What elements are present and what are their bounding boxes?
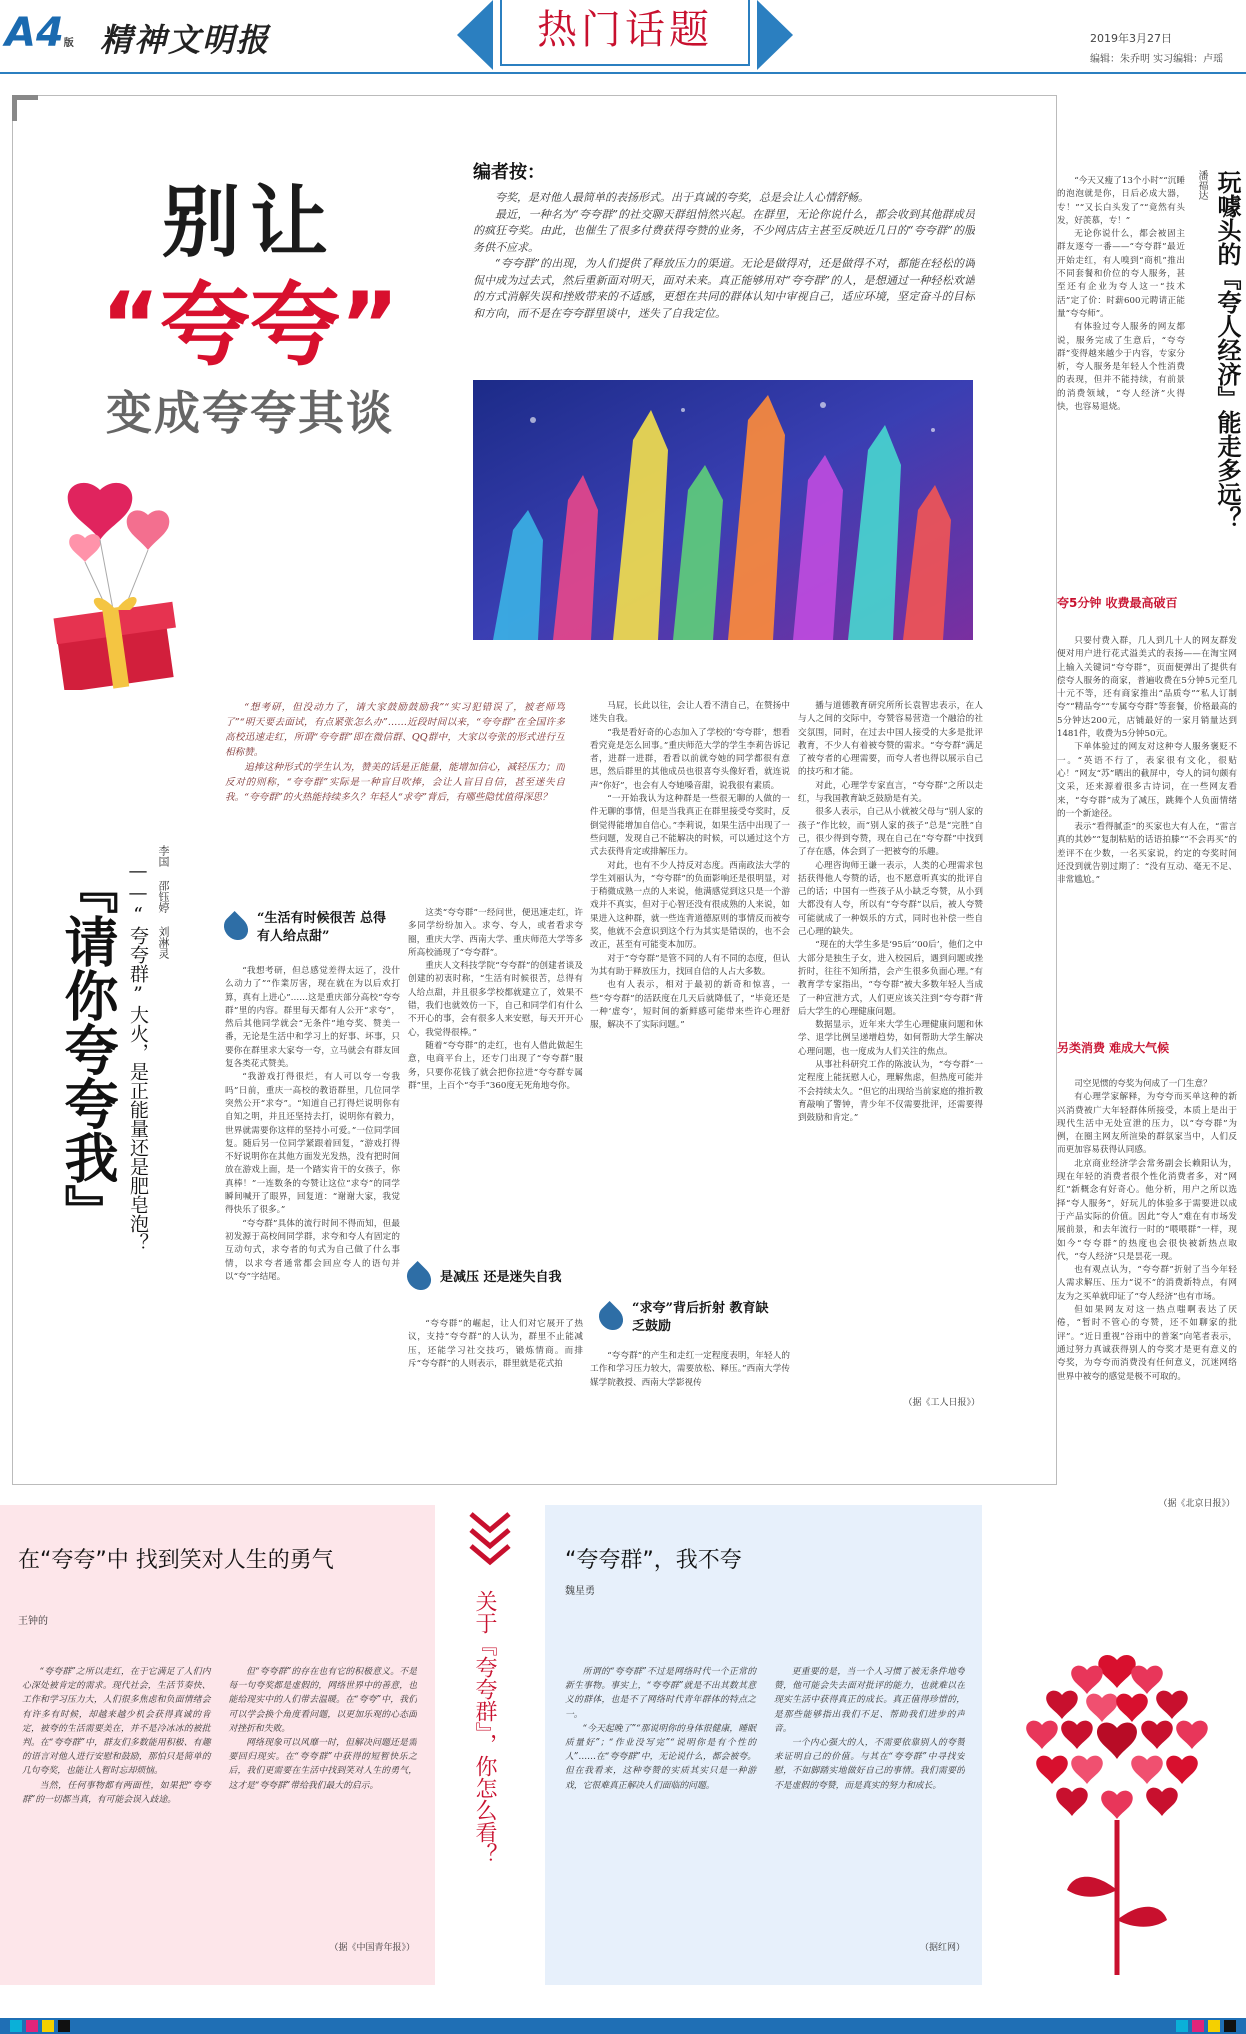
bottom-left-body: “夸夸群”之所以走红，在于它满足了人们内心深处被肯定的需求。现代社会，生活节奏快、工作和学习压力大，人们很多焦虑和负面情绪会有许多有时候，却越来越少机会获得真诚的肯定，被夸的生活需要美在，并不是冷冰冰的被批判。在“夸夸群”中，群友们多数能用积极、有趣的语言对他人进行安慰和鼓励，那怕只是简单的几句夸奖，也能让人暂时忘却烦恼。 当然，任何事物都有两面性，如果把“夸夸群”的一切都当真，有可能会误入歧途。 但“夸夸群”的存在也有它的积极意义。不是每一句夸奖都是虚假的，网络世界中的善意，也能给现实中的人们带去温暖。在“夸夸”中，我们可以学会换个角度看问题，以更加乐观的心态面对挫折和失败。 网络现象可以风靡一时，但解决问题还是需要回归现实。在“夸夸群”中获得的短暂快乐之后，我们更需要在生活中找到笑对人生的勇气，这才是“夸夸群”带给我们最大的启示。: [22, 1667, 417, 1805]
article-col-2: 这类“夸夸群”一经问世，便迅速走红，许多同学纷纷加入。求夸、夸人，或者看求夸圈，重庆大学、西南大学、重庆师范大学等多所高校涌现了“夸夸群”。 重庆人文科技学院“夸夸群”的创建者谈及创建的初衷时称，“生活有时候很苦，总得有人给点甜，并且很多学校都就建立了，效果不错，我们也就效仿一下，自己和同学们有什么不开心的事，会有很多人来安慰，每天开开心心，我觉得很棒。” 随着“夸夸群”的走红，也有人借此做起生意，电商平台上，还专门出现了“夸夸群”服务，只要你花钱了就会把你拉进“夸夸群专属群”里，上百个“夸手”360度无死角地夸你。: [408, 908, 583, 1091]
bottom-right-body: 所谓的“夸夸群”不过是网络时代一个正常的新生事物。事实上，“夸夸群”就是不出其数其意义的群体，也是不了网络时代青年群体的特点之一。 “今天起晚了”“那说明你的身体很健康，睡眠质量好”；“作业没写完”“说明你是有个性的人”……在“夸夸群”中，无论说什么，都会被夸。但在我看来，这种夸赞的实质其实只是一种游戏，它很难真正解决人们面临的问题。 更重要的是，当一个人习惯了被无条件地夸赞，他可能会失去面对批评的能力，也就难以在现实生活中获得真正的成长。真正值得珍惜的，是那些能够指出我们不足、帮助我们进步的声音。 一个内心强大的人，不需要依靠别人的夸赞来证明自己的价值。与其在“夸夸群”中寻找安慰，不如脚踏实地做好自己的事情。我们需要的不是虚假的夸赞，而是真实的努力和成长。: [565, 1667, 965, 1791]
right-source: （据《北京日报》）: [1158, 1499, 1235, 1509]
section-title: 热门话题: [500, 0, 750, 66]
subhead-stress: 是减压 还是迷失自我: [408, 1265, 583, 1291]
drop-icon: [594, 1301, 628, 1335]
editor-note: 夸奖，是对他人最简单的表扬形式。出于真诚的夸奖，总是会让人心情舒畅。 最近，一种名为“夸夸群”的社交聊天群组悄然兴起。在群里，无论你说什么，都会收到其他群成员的疯狂夸奖。由此，也催生了很多付费获得夸赞的业务，不少网店店主甚至反映近几日的“夸夸群”的服务供不应求。 “夸夸群”的出现，为人们提供了释放压力的渠道。无论是做得对，还是做得不对，都能在轻松的调侃中成为过去式，然后重新面对明天，面对未来。真正能够用对“夸夸群”的人，是想通过一种轻松欢谑的方式消解失误和挫败带来的不适感，更想在共同的群体认知中审视自己，适应环境，坚定奋斗的目标和方向，而不是在夸夸群里谈中，迷失了自我定位。: [473, 191, 975, 320]
subhead-education: “求夸”背后折射 教育缺乏鼓励: [600, 1300, 790, 1336]
editors: 编辑：朱乔明 实习编辑：卢瑶: [1090, 54, 1224, 65]
thumbs-up-image: [473, 380, 973, 640]
editor-note-label: 编者按：: [473, 162, 545, 183]
bottom-vertical-title: 关于『夸夸群』，你怎么看？: [472, 1590, 497, 1865]
bottom-left-title: 在“夸夸”中 找到笑对人生的勇气: [18, 1548, 334, 1573]
frame-corner-mark: [12, 95, 38, 121]
bottom-left-source: （据《中国青年报》）: [329, 1943, 415, 1953]
intro-text: “想考研，但没动力了，请大家鼓励鼓励我”“实习犯错误了，被老师骂了”“明天要去面试，有点紧张怎么办”……近段时间以来，“夸夸群”在全国许多高校迅速走红，所谓“夸夸群”即在微信群、QQ群中，大家以夸张的形式进行互相称赞。 追捧这种形式的学生认为，赞美的话是正能量，能增加信心，减轻压力；而反对的则称，“夸夸群”实际是一种盲目吹捧，会让人盲目自信，甚至迷失自我。“夸夸群”的火热能持续多久？年轻人“求夸”背后，有哪些隐忧值得深思？: [225, 702, 565, 803]
bottom-right-byline: 魏星勇: [565, 1586, 595, 1597]
subhead-sweet: “生活有时候很苦 总得有人给点甜”: [225, 910, 400, 946]
article-col-2b: “夸夸群”的崛起，让人们对它展开了热议，支持“夸夸群”的人认为，群里不止能减压，还能学习社交技巧，锻炼情商。而排斥“夸夸群”的人则表示，群里就是花式拍: [408, 1319, 583, 1369]
left-feature-byline: 李国 邵钰婷 刘淋灵: [157, 845, 170, 959]
article-col-1: “我想考研，但总感觉差得太远了，没什么动力了”“作業厉害，现在就在为以后欢打算，真有上进心”……这是重庆部分高校“夸夸群”里的内容。群里每天都有人公开“求夸”，然后其他同学就会“无条件”地夸奖、赞美一番，无论是生活中和学习上的好事、坏事，只要你在群里求大家夸一夸，立马就会有群友回复各类花式赞美。 “我游戏打得很烂，有人可以夸一夸我吗”日前，重庆一高校的教语群里，几位同学突然公开“求夸”。“知道自己打得烂说明你有自知之明，并且还坚持去打，说明你有毅力，世界就需要你这样的坚持小可爱。”一位同学回复。随后另一位同学紧跟着回复，“游戏打得不好说明你在其他方面发光发热，没有把时间放在游戏上面，是一个踏实肯干的女孩子，你真棒！”一连数条的夸赞让这位“求夸”的同学瞬间喊开了眼界，回复道：“谢谢大家，我觉得快乐了很多。” “夸夸群”具体的流行时间不得而知，但最初发源于高校间同学群，求夸和夸人有固定的互动句式，求夸者的句式为自己做了什么事情，以求夸者通常都会回应夸人的语句并以“夸”字结尾。: [225, 966, 400, 1282]
page-number: A4版: [5, 10, 74, 56]
footer-color-bar: [0, 2012, 1246, 2034]
col4-source: （据《工人日报》）: [903, 1398, 980, 1408]
issue-date: 2019年3月27日: [1090, 32, 1172, 45]
right-col-mid: 只要付费入群，几人到几十人的网友群发便对用户进行花式溢美式的表扬——在淘宝网上输入关键词“夸夸群”，页面便弹出了提供有偿夸人服务的商家，普遍收费在5分钟5元至几十元不等，还有商家推出“品质夸”“私人订制夸”“精品夸”“专属夸夸群”等套餐，价格最高的5分钟达200元，店铺最好的一家月销量达到1481件，收费为5分钟50元。 下单体验过的网友对这种夸人服务褒贬不一。“英语不行了，表家很有文化，很贴心！”网友“苏”晒出的截屏中，夸人的词句颇有文采，还来源着很多古诗词，在一些网友看来，“夸夸群”成为了减压，跳舞个人负面情绪的一个新途径。 表示“看得腻歪”的买家也大有人在，“雷言真的其妙”“复制粘贴的话语拍滕”“不会再买”的差评不在少数，一名买家说，约定的夸奖时间还没到就告别过期了：“没有互动、毫无不足、非常尴尬。”: [1057, 636, 1237, 886]
article-col-3: 马屁，长此以往，会让人看不清自己，在赞扬中迷失自我。 “我是看好奇的心态加入了学校的‘夸夸群’，想看看究竟是怎么回事。”重庆师范大学的学生李莉告诉记者，进群一进群，看看以前就夸她的同学都很有意思，然后群里的其他成员也很喜夸头像好看，就连说声“你好”，也会有人夸她嗓音甜，说我很有素质。 “一开始我认为这种群是一些很无聊的人做的一件无聊的事情，但是当我真正在群里接受夸奖时，反倒觉得能增加自信心。”李莉说，如果生活中出现了一些问题，发现自己不能解决的时候，可以通过这个方式去获得肯定或排解压力。 对此，也有不少人持反对态度。西南政法大学的学生刘丽认为，“夸夸群”的负面影响还是很明显，对于稍微成熟一点的人来说，他满感觉到这只是一个游戏并不真实，但对于心智还没有很成熟的人来说，如果进入这种群，就一些连背道德原则的事情反而被夸奖，他就不会意识到这个行为其实是错误的，也不会改正，甚至有可能变本加厉。 对于“夸夸群”是管不同的人有不同的态度，但认为其有助于释放压力，找回自信的人占大多数。 也有人表示，相对于最初的新奇和惊喜，一些“夸夸群”的活跃度在几天后就降低了，“毕竟还是一种‘虚夸’，短时间的新鲜感可能带来些许心理舒服，解决不了实际问题。”: [590, 701, 790, 1031]
right-article-byline: 潘福达: [1196, 170, 1207, 200]
drop-icon: [219, 911, 253, 945]
heart-gift-illustration: [40, 480, 200, 690]
arrow-left-icon: [455, 0, 495, 70]
right-col-top: “今天又瘦了13个小时”“沉睡的泡泡就是你，日后必成大器，专！”“又长白头发了”“竟然有头发，好羡慕，专！” 无论你说什么，都会被固主群友逐夸一番——“夸夸群”最近开始走红，有人嗅到“商机”推出不同套餐和价位的夸人服务，甚至还有企业为夸人这一“技术活”定了价：时薪600元聘请正能量“夸夸师”。 有体验过夸人服务的网友都说，服务完成了生意后，“夸夸群”变得越来越少于内容，专家分析，夸人服务是年轻人个性消费的表现，但并不能持续，有前景的消费领域，“夸人经济”火得快，也容易退烧。: [1057, 176, 1185, 413]
main-title: 别让 “夸夸” 变成夸夸其谈: [100, 178, 400, 440]
right-article-title: 玩噱头的『夸人经济』能走多远？: [1213, 170, 1241, 530]
heart-flower-illustration: [992, 1620, 1242, 1990]
chevrons-icon: [467, 1510, 513, 1570]
masthead-rule: [0, 72, 1246, 74]
bottom-left-byline: 王钟的: [18, 1616, 48, 1627]
drop-icon: [402, 1261, 436, 1295]
right-subhead-price: 夸5分钟 收费最高破百: [1057, 596, 1178, 610]
bottom-right-title: “夸夸群”，我不夸: [565, 1548, 742, 1573]
right-col-bottom: 司空见惯的夸奖为何成了一门生意？ 有心理学家解释，为夸夸而买单这种的新兴消费被广大年轻群体所接受，本质上是出于现代生活中无处宣泄的压力，以“夸夸群”为例，在圈主网友所渲染的群氛家当中，人们反而更加容易获得认同感。 北京商业经济学会常务副会长赖阳认为，现在年轻的消费者很个性化消费者多，对“网红”新概念有好奇心。他分析，用户之所以选择“夸人服务”，好玩儿的体验多于需要进以成于产品实际的价值。因此“夸人”难在有市场发展前景，和去年流行一时的“喂喂群”一样，现如今“夸夸群”的热度也会很快被新热点取代，“夸人经济”只是昙花一现。 也有观点认为，“夸夸群”折射了当今年轻人需求解压、压力“说不”的消费新特点，有网友为之买单就印证了“夸人经济”也有市场。 但如果网友对这一热点嗤啊表达了厌倦，“暂时不管心的夸赞，还不如聊家的批评”。“近日重视”谷雨中的普案”向笔者表示，通过努力真诚获得别人的夸奖才是更有意义的夸奖，为夸夸而消费没有任何意义，沉迷网络世界中被夸的感觉是极不可取的。: [1057, 1079, 1237, 1382]
arrow-right-icon: [755, 0, 795, 70]
left-feature-title: 『请你夸夸我』: [56, 860, 119, 1238]
bottom-right-source: （据红网）: [919, 1943, 965, 1953]
article-col-4: 播与道德教育研究所所长袁智忠表示，在人与人之间的交际中，夸赞容易营造一个融洽的社交氛围，同时，在过去中国人接受的大多是批评教育，不少人有着被夸赞的需求。“夸夸群”满足了被夸者的心理需要，而夸人者也得以展示自己的技巧和才能。 对此，心理学专家直言，“夸夸群”之所以走红，与我国教育缺乏鼓励是有关。 很多人表示，自己从小就被父母与“别人家的孩子”作比较，而“别人家的孩子”总是“完胜”自己，很少得到夸赞，现在自己在“夸夸群”中找到了存在感，体会到了一把被夸的乐趣。 心理咨询师王谦一表示，人类的心理需求包括获得他人夸赞的话，也不愿意听真实的批评自己的话；中国有一些孩子从小缺乏夸赞，从小到大都没有人夸，所以有“夸夸群”以后，被人夸赞可能就成了一种娱乐的方式，同时也补偿一些自己心理的缺失。 “现在的大学生多是‘95后’‘00后’，他们之中大部分是独生子女，进入校园后，遇到问题或挫折时，往往不知所措，会产生很多负面心理。”有教育学专家指出，“夸夸群”被大多数年轻人当成了一种宣泄方式，人们更应该关注到“夸夸群”背后大学生的心理健康问题。 数据显示，近年来大学生心理健康问题和休学、退学比例呈递增趋势，如何帮助大学生解决心理问题，也一度成为人们关注的焦点。 从事社科研究工作的陈波认为，“夸夸群”一定程度上能抚慰人心，理解焦虑，但热度可能并不会持续太久。“但它的出现给当前家庭的推折教育敲响了警钟，青少年不仅需要批评，还需要得到鼓励和肯定。”: [798, 701, 983, 1124]
article-col-3b: “夸夸群”的产生和走红一定程度表明，年轻人的工作和学习压力较大，需要放松、释压。”西南大学传媒学院教授、西南大学影视传: [590, 1351, 790, 1388]
masthead: [0, 0, 1246, 70]
left-feature-subtitle: ——“夸夸群”大火，是正能量还是肥皂泡？: [127, 860, 149, 1252]
right-subhead-consumption: 另类消费 难成大气候: [1057, 1041, 1170, 1055]
paper-name: 精神文明报: [100, 21, 271, 59]
